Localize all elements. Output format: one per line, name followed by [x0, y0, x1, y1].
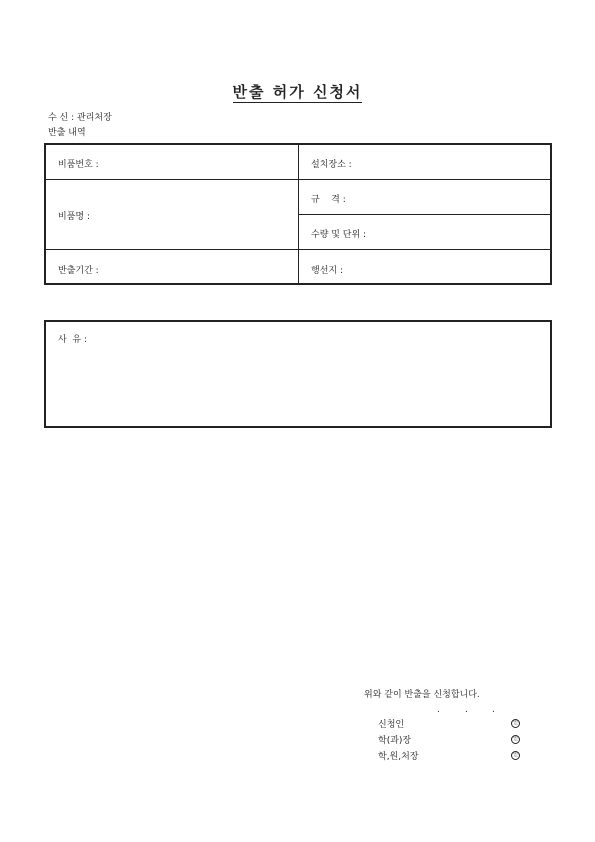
details-row-divider-1 [46, 179, 550, 180]
specification-label: 규 격 : [311, 195, 346, 205]
applicant-seal-icon: 인 [511, 719, 520, 728]
details-table [44, 143, 552, 285]
dean-director-label: 학,원,처장 [378, 752, 419, 762]
item-name-label: 비품명 : [58, 212, 90, 222]
recipient-line: 수 신 : 관리처장 [48, 113, 112, 123]
date-mark-1: . [437, 705, 440, 715]
department-head-seal-icon: 인 [511, 735, 520, 744]
date-mark-3: . [492, 705, 495, 715]
item-number-label: 비품번호 : [58, 160, 99, 170]
dean-director-seal-icon: 인 [511, 751, 520, 760]
reason-label: 사 유 : [58, 335, 88, 345]
declaration-text: 위와 같이 반출을 신청합니다. [364, 690, 480, 700]
date-mark-2: . [465, 705, 468, 715]
details-row-divider-3 [46, 249, 550, 250]
document-title-text: 반출 허가 신청서 [232, 83, 363, 101]
destination-label: 행선지 : [311, 266, 343, 276]
export-period-label: 반출기간 : [58, 266, 99, 276]
details-row-divider-2 [298, 214, 550, 215]
quantity-unit-label: 수량 및 단위 : [311, 230, 367, 240]
applicant-label: 신청인 [378, 720, 405, 730]
document-title [0, 81, 595, 102]
reason-box [44, 320, 552, 428]
section-label: 반출 내역 [48, 128, 86, 138]
department-head-label: 학(과)장 [378, 736, 412, 746]
install-location-label: 설치장소 : [311, 160, 352, 170]
